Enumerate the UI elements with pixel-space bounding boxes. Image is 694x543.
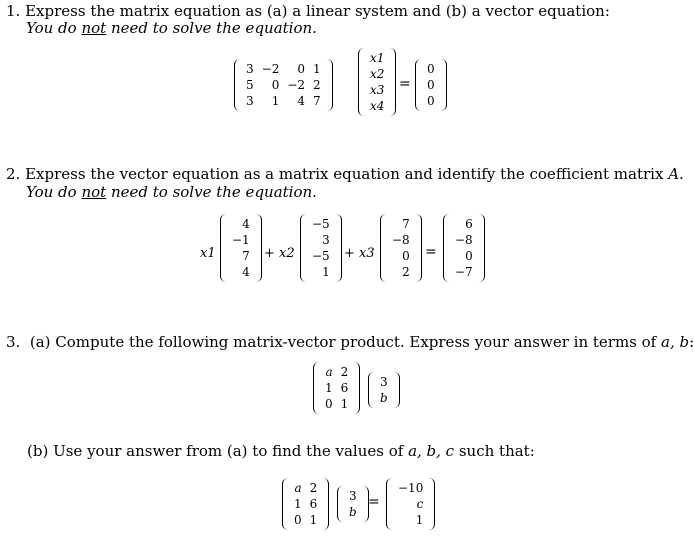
matrix-cell: 4 <box>242 217 250 231</box>
matrix-cell: −8 <box>392 233 410 247</box>
matrix-cell: x4 <box>370 99 385 113</box>
matrix-cell: b <box>349 505 357 519</box>
part-a-vars: a, b <box>661 333 690 351</box>
problem-1-note <box>26 19 317 37</box>
matrix-cell: −5 <box>312 249 330 263</box>
problem-3b-equals: = <box>368 494 380 510</box>
matrix-cell: x2 <box>370 67 385 81</box>
matrix-cell: x3 <box>370 83 385 97</box>
matrix-cell: 0 <box>465 249 473 263</box>
problem-1-rhs-table <box>423 61 439 109</box>
note-text: You do <box>26 19 82 37</box>
matrix-cell: 6 <box>309 497 318 511</box>
matrix-cell: 2 <box>402 265 410 279</box>
matrix-cell: 4 <box>242 265 250 279</box>
matrix-cell: 2 <box>340 365 349 379</box>
matrix-cell: 0 <box>402 249 410 263</box>
problem-2-plus-x2: + x2 <box>264 246 295 261</box>
matrix-cell: 1 <box>309 513 318 527</box>
problem-1-equals: = <box>399 76 411 92</box>
problem-2-number: 2. <box>6 165 21 183</box>
matrix-cell: −8 <box>455 233 473 247</box>
matrix-cell: −1 <box>232 233 250 247</box>
matrix-cell: 1 <box>340 397 349 411</box>
problem-3b-rhs-vector <box>386 478 435 530</box>
note-text: You do <box>26 183 82 201</box>
part-b-label: (b) <box>27 442 49 460</box>
problem-2-equals: = <box>425 244 437 260</box>
problem-3a-matrix-table <box>321 364 352 412</box>
matrix-cell: 5 <box>246 78 254 92</box>
matrix-cell: 7 <box>313 94 321 108</box>
problem-3-part-a <box>6 333 694 351</box>
problem-3-number: 3. <box>6 333 21 351</box>
part-b-end: such that: <box>454 442 535 460</box>
matrix-cell: −7 <box>455 265 473 279</box>
matrix-cell: 0 <box>297 62 306 76</box>
part-a-text: Compute the following matrix-vector product. Express your answer in terms of <box>55 333 662 351</box>
matrix-cell: 1 <box>415 513 424 527</box>
matrix-cell: 3 <box>349 489 357 503</box>
problem-2-plus-x3: + x3 <box>344 246 375 261</box>
matrix-cell: 0 <box>325 397 333 411</box>
matrix-cell: a <box>325 365 333 379</box>
matrix-cell: 0 <box>427 94 435 108</box>
problem-1-vector-x-table <box>366 50 388 114</box>
problem-3b-rhs-table <box>394 480 427 528</box>
matrix-cell: 7 <box>242 249 250 263</box>
matrix-cell: 4 <box>297 94 306 108</box>
note-text-end: need to solve the equation. <box>106 183 317 201</box>
matrix-cell: 3 <box>246 94 254 108</box>
matrix-cell: 7 <box>402 217 410 231</box>
problem-2-period: . <box>679 165 684 183</box>
matrix-cell: 1 <box>313 62 321 76</box>
problem-3b-matrix <box>282 478 329 530</box>
problem-3-part-b <box>27 442 535 460</box>
problem-2-note <box>26 183 317 201</box>
matrix-cell: −2 <box>261 62 280 76</box>
problem-2-coeff-x1: x1 <box>200 246 216 261</box>
matrix-cell: 0 <box>427 62 435 76</box>
problem-1-heading <box>6 2 610 20</box>
part-a-colon: : <box>689 333 694 351</box>
problem-2-var-A: A <box>668 165 680 183</box>
matrix-cell: 3 <box>246 62 254 76</box>
problem-3a-vector-table <box>376 374 392 406</box>
matrix-cell: 3 <box>322 233 330 247</box>
problem-3a-matrix <box>313 362 360 414</box>
problem-2-heading <box>6 165 684 183</box>
part-b-vars: a, b, c <box>408 442 455 460</box>
matrix-cell: 0 <box>271 78 280 92</box>
matrix-cell: c <box>416 497 424 511</box>
problem-1-number: 1. <box>6 2 21 20</box>
problem-1-matrix-table <box>242 61 325 109</box>
problem-1-matrix <box>234 59 333 111</box>
matrix-cell: 6 <box>465 217 473 231</box>
note-not-underlined: not <box>81 19 107 37</box>
matrix-cell: −5 <box>312 217 330 231</box>
matrix-cell: 1 <box>322 265 330 279</box>
matrix-cell: 1 <box>325 381 333 395</box>
problem-1-prompt: Express the matrix equation as (a) a linear system and (b) a vector equation: <box>25 2 610 20</box>
problem-3b-vector <box>337 486 369 522</box>
problem-1-rhs-vector <box>415 59 447 111</box>
problem-2-vector-3 <box>380 214 422 282</box>
matrix-cell: 1 <box>294 497 302 511</box>
part-a-label: (a) <box>29 333 51 351</box>
matrix-cell: 1 <box>271 94 280 108</box>
problem-2-vector-1 <box>220 214 262 282</box>
matrix-cell: −10 <box>398 481 424 495</box>
problem-2-prompt: Express the vector equation as a matrix equation and identify the coefficient matrix <box>25 165 669 183</box>
note-not-underlined: not <box>81 183 107 201</box>
problem-2-vector-1-table <box>228 216 254 280</box>
problem-2-rhs-vector <box>443 214 485 282</box>
problem-1-vector-x <box>358 48 396 116</box>
matrix-cell: −2 <box>287 78 306 92</box>
problem-3b-vector-table <box>345 488 361 520</box>
problem-2-rhs-table <box>451 216 477 280</box>
note-text-end: need to solve the equation. <box>106 19 317 37</box>
problem-3b-matrix-table <box>290 480 321 528</box>
matrix-cell: a <box>294 481 302 495</box>
matrix-cell: 6 <box>340 381 349 395</box>
matrix-cell: x1 <box>370 51 385 65</box>
matrix-cell: 2 <box>313 78 321 92</box>
matrix-cell: 3 <box>380 375 388 389</box>
problem-2-vector-3-table <box>388 216 414 280</box>
matrix-cell: 0 <box>427 78 435 92</box>
problem-3a-vector <box>368 372 400 408</box>
matrix-cell: b <box>380 391 388 405</box>
matrix-cell: 0 <box>294 513 302 527</box>
matrix-cell: 2 <box>309 481 318 495</box>
part-b-text: Use your answer from (a) to find the values of <box>53 442 409 460</box>
problem-2-vector-2-table <box>308 216 334 280</box>
problem-2-vector-2 <box>300 214 342 282</box>
